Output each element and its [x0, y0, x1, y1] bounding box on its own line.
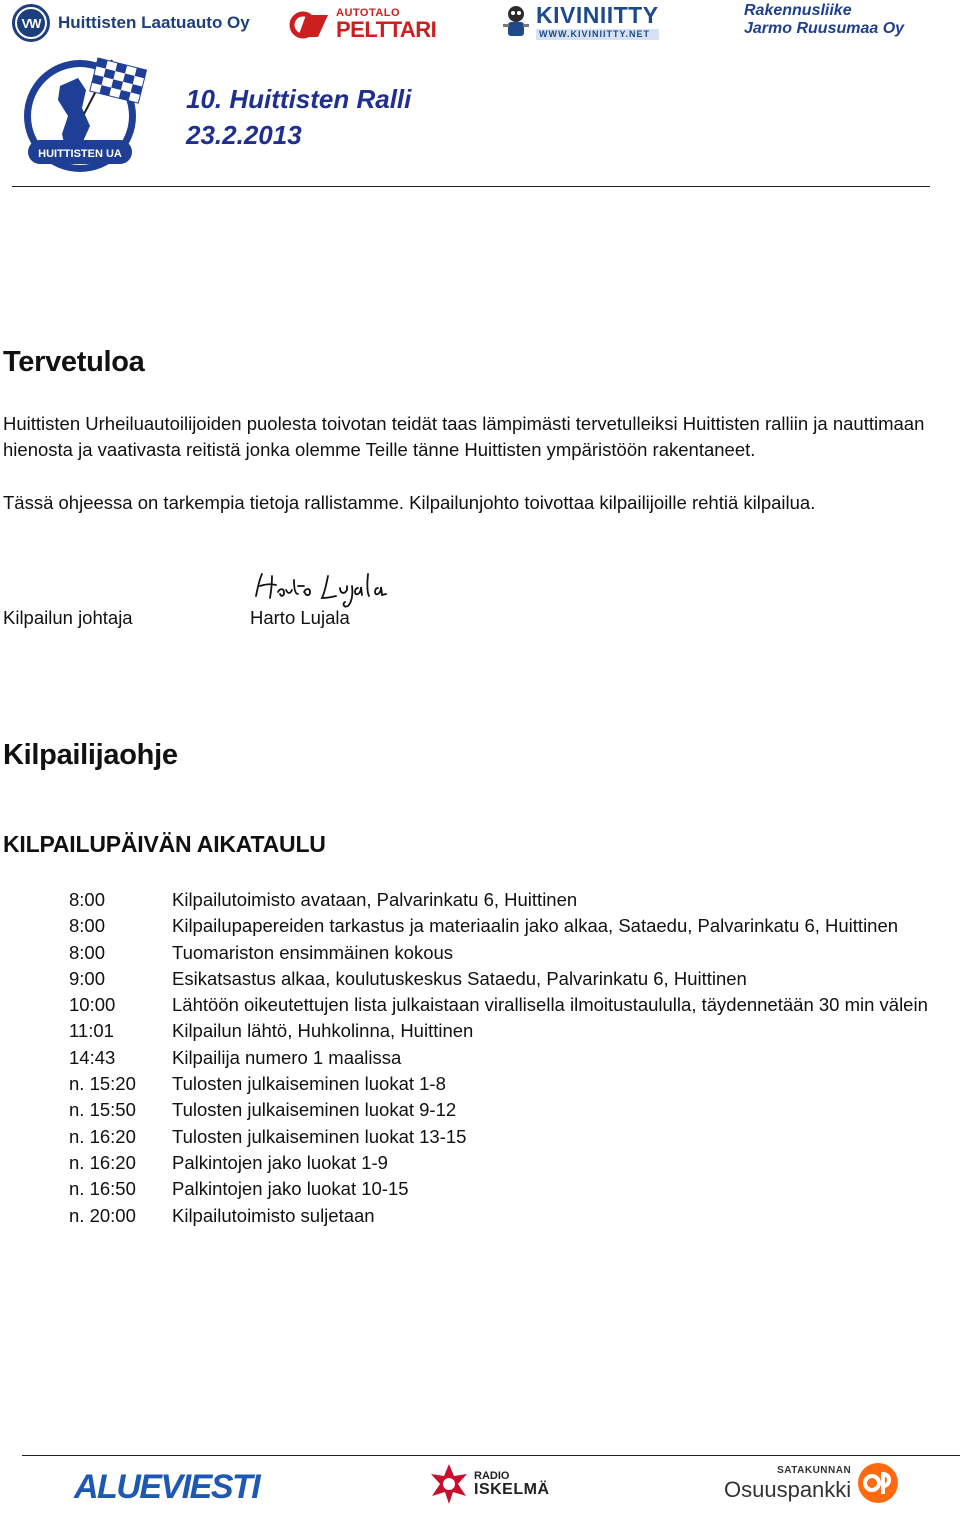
schedule-time: n. 20:00: [69, 1204, 136, 1226]
welcome-paragraph-1: Huittisten Urheiluautoilijoiden puolesta toivotan teidät taas lämpimästi tervetulleiksi Huittisten ralliin ja nauttimaan hienosta ja vaativasta reitistä jonka olemme Teille tänne Huittisten ympäristöön rakentaneet.: [3, 413, 925, 460]
schedule-time: 8:00: [69, 941, 106, 963]
schedule-desc: Tulosten julkaiseminen luokat 1-8: [172, 1073, 446, 1095]
schedule-row: [69, 940, 949, 966]
jarmo-line-2: Jarmo Ruusumaa Oy: [744, 19, 905, 37]
schedule-row: [69, 1176, 949, 1202]
kiviniitty-url: WWW.KIVINIITTY.NET: [536, 29, 659, 40]
pelttari-mark-icon: [288, 10, 334, 40]
osuuspankki-name: Osuuspankki: [724, 1476, 852, 1502]
kiviniitty-name: KIVINIITTY: [536, 2, 659, 28]
schedule-desc: Lähtöön oikeutettujen lista julkaistaan virallisella ilmoitustaululla, täydennetään 30 min välein: [172, 994, 928, 1016]
schedule-row: [69, 1203, 949, 1229]
schedule-row: [69, 966, 949, 992]
huittisten-ua-club-logo: [20, 56, 154, 174]
radio-iskelma-star-icon: [428, 1462, 470, 1506]
schedule-time: 14:43: [69, 1046, 116, 1068]
sponsor-logo-rakennusliike-jarmo: [744, 2, 904, 37]
sponsor-name-laatuauto: Huittisten Laatuauto Oy: [58, 13, 250, 32]
osuuspankki-op-icon: [857, 1462, 899, 1504]
schedule-desc: Tulosten julkaiseminen luokat 13-15: [172, 1125, 467, 1147]
schedule-time: n. 15:20: [69, 1073, 136, 1095]
vw-logo-icon: VW: [12, 4, 50, 42]
schedule-desc: Palkintojen jako luokat 10-15: [172, 1178, 409, 1200]
schedule-time: 8:00: [69, 915, 106, 937]
sponsor-logo-satakunnan-osuuspankki: [724, 1462, 899, 1504]
director-signature: [250, 566, 410, 610]
schedule-time: 11:01: [69, 1020, 114, 1042]
schedule-desc: Kilpailutoimisto avataan, Palvarinkatu 6, Huittinen: [172, 889, 578, 910]
schedule-desc: Palkintojen jako luokat 1-9: [172, 1151, 388, 1173]
schedule-desc: Kilpailun lähtö, Huhkolinna, Huittinen: [172, 1020, 474, 1042]
event-date: 23.2.2013: [186, 120, 302, 150]
schedule-desc: Kilpailija numero 1 maalissa: [172, 1046, 402, 1068]
footer-divider: [22, 1455, 960, 1456]
schedule-desc: Tulosten julkaiseminen luokat 9-12: [172, 1099, 457, 1121]
radio-label: RADIO: [474, 1469, 510, 1482]
schedule-time: n. 15:50: [69, 1099, 136, 1121]
schedule-heading: KILPAILUPÄIVÄN AIKATAULU: [3, 831, 326, 857]
welcome-heading: Tervetuloa: [3, 346, 145, 378]
sponsor-logo-huittisten-laatuauto: [12, 4, 250, 42]
sponsor-logo-radio-iskelma: [428, 1462, 550, 1506]
director-name: Harto Lujala: [250, 607, 350, 628]
schedule-desc: Kilpailupapereiden tarkastus ja materiaalin jako alkaa, Sataedu, Palvarinkatu 6, Huittinen: [172, 915, 899, 937]
director-label: Kilpailun johtaja: [3, 607, 133, 628]
schedule-time: n. 16:20: [69, 1151, 136, 1173]
schedule-row: [69, 1071, 949, 1097]
osuuspankki-region: SATAKUNNAN: [777, 1464, 852, 1476]
schedule-row: [69, 1150, 949, 1176]
schedule-row: [69, 1097, 949, 1123]
schedule-row: [69, 913, 949, 939]
event-title: 10. Huittisten Ralli: [186, 84, 412, 114]
schedule-row: [69, 1045, 949, 1071]
header-divider: [12, 186, 930, 187]
sponsor-logo-autotalo-pelttari: [288, 8, 436, 41]
schedule-desc: Tuomariston ensimmäinen kokous: [172, 941, 454, 963]
schedule-time: 8:00: [69, 889, 106, 910]
guide-heading: Kilpailijaohje: [3, 739, 178, 771]
club-logo-text: HUITTISTEN UA: [38, 148, 122, 160]
pelttari-name: PELTTARI: [336, 17, 437, 42]
jarmo-line-1: Rakennusliike: [744, 2, 852, 19]
schedule-list: [69, 887, 949, 1229]
welcome-paragraph-2: Tässä ohjeessa on tarkempia tietoja rallistamme. Kilpailunjohto toivottaa kilpailijoille rehtiä kilpailua.: [3, 492, 816, 513]
schedule-time: 9:00: [69, 967, 106, 989]
schedule-row: [69, 992, 949, 1018]
pelttari-subtitle: AUTOTALO: [336, 7, 401, 19]
kiviniitty-mascot-icon: [500, 4, 532, 40]
sponsor-logo-alueviesti: ALUEVIESTI: [74, 1468, 260, 1506]
iskelma-label: ISKELMÄ: [474, 1480, 550, 1498]
schedule-desc: Kilpailutoimisto suljetaan: [172, 1204, 375, 1226]
schedule-time: 10:00: [69, 994, 116, 1016]
schedule-row: [69, 1018, 949, 1044]
schedule-row: [69, 1124, 949, 1150]
sponsor-logo-kiviniitty: [500, 4, 659, 40]
schedule-time: n. 16:50: [69, 1178, 136, 1200]
schedule-time: n. 16:20: [69, 1125, 136, 1147]
schedule-desc: Esikatsastus alkaa, koulutuskeskus Sataedu, Palvarinkatu 6, Huittinen: [172, 967, 747, 989]
schedule-row: [69, 887, 949, 913]
